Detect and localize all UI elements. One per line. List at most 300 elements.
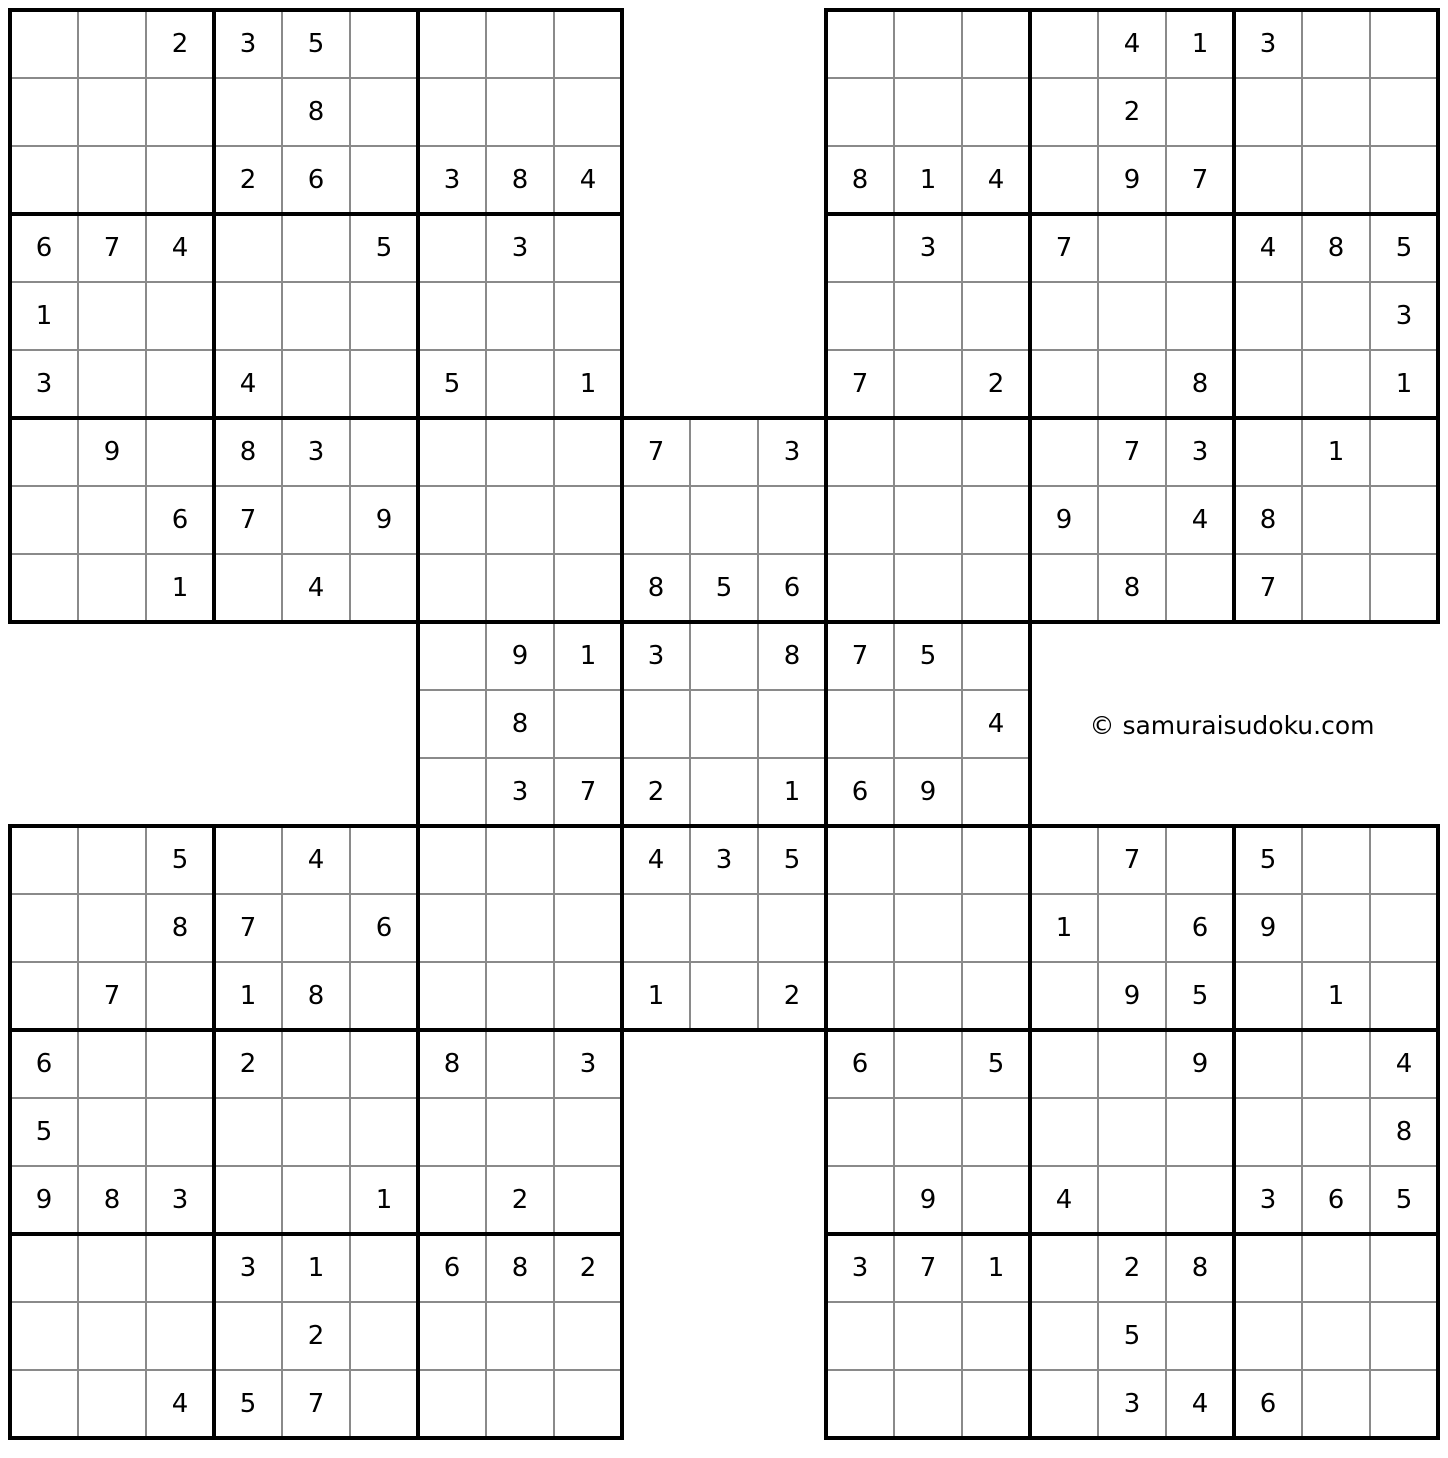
sudoku-cell[interactable]: 3 [1123,1389,1141,1419]
sudoku-cell[interactable] [1370,554,1438,622]
sudoku-cell[interactable]: 9 [511,641,529,671]
sudoku-cell[interactable] [1302,350,1370,418]
sudoku-cell[interactable]: 8 [239,437,257,467]
sudoku-cell[interactable] [554,1166,622,1234]
sudoku-cell[interactable]: 7 [851,369,869,399]
sudoku-cell[interactable]: 5 [1259,845,1277,875]
sudoku-cell[interactable] [826,214,894,282]
sudoku-cell[interactable]: 3 [647,641,665,671]
sudoku-cell[interactable] [690,962,758,1030]
sudoku-cell[interactable] [418,1098,486,1166]
sudoku-cell[interactable] [894,554,962,622]
sudoku-cell[interactable] [486,1030,554,1098]
sudoku-cell[interactable] [78,146,146,214]
sudoku-cell[interactable] [1166,1166,1234,1234]
sudoku-cell[interactable] [1302,146,1370,214]
sudoku-cell[interactable]: 1 [1055,913,1073,943]
sudoku-cell[interactable] [78,350,146,418]
sudoku-cell[interactable] [554,690,622,758]
sudoku-cell[interactable]: 5 [1191,981,1209,1011]
sudoku-cell[interactable] [1166,78,1234,146]
sudoku-cell[interactable]: 7 [103,981,121,1011]
sudoku-cell[interactable] [554,554,622,622]
sudoku-cell[interactable] [554,1370,622,1438]
sudoku-cell[interactable]: 8 [511,709,529,739]
sudoku-cell[interactable] [1098,1030,1166,1098]
sudoku-cell[interactable] [1030,1370,1098,1438]
sudoku-cell[interactable]: 3 [1259,1185,1277,1215]
sudoku-cell[interactable] [962,826,1030,894]
sudoku-cell[interactable] [1370,146,1438,214]
sudoku-cell[interactable] [826,1370,894,1438]
sudoku-cell[interactable] [146,78,214,146]
sudoku-cell[interactable] [758,486,826,554]
sudoku-cell[interactable] [418,418,486,486]
sudoku-cell[interactable] [418,690,486,758]
sudoku-cell[interactable] [10,1302,78,1370]
sudoku-cell[interactable]: 8 [1327,233,1345,263]
sudoku-cell[interactable] [1098,894,1166,962]
sudoku-cell[interactable]: 4 [647,845,665,875]
sudoku-cell[interactable]: 9 [1123,165,1141,195]
sudoku-cell[interactable] [1370,10,1438,78]
sudoku-cell[interactable] [826,486,894,554]
sudoku-cell[interactable]: 1 [1327,981,1345,1011]
sudoku-cell[interactable] [962,1370,1030,1438]
sudoku-cell[interactable]: 5 [1395,233,1413,263]
sudoku-cell[interactable]: 8 [511,1253,529,1283]
sudoku-cell[interactable] [1030,962,1098,1030]
sudoku-cell[interactable]: 5 [715,573,733,603]
sudoku-cell[interactable] [962,1166,1030,1234]
sudoku-cell[interactable] [826,1302,894,1370]
sudoku-cell[interactable] [418,214,486,282]
sudoku-cell[interactable] [214,1098,282,1166]
sudoku-cell[interactable] [78,1370,146,1438]
sudoku-cell[interactable]: 2 [647,777,665,807]
sudoku-cell[interactable] [1370,1302,1438,1370]
sudoku-cell[interactable]: 6 [307,165,325,195]
sudoku-cell[interactable] [1098,350,1166,418]
sudoku-cell[interactable]: 7 [1191,165,1209,195]
sudoku-cell[interactable] [282,214,350,282]
sudoku-cell[interactable]: 9 [1191,1049,1209,1079]
sudoku-cell[interactable]: 4 [307,573,325,603]
sudoku-cell[interactable]: 8 [443,1049,461,1079]
sudoku-cell[interactable] [486,894,554,962]
sudoku-cell[interactable] [78,486,146,554]
sudoku-cell[interactable] [350,962,418,1030]
sudoku-cell[interactable] [146,146,214,214]
sudoku-cell[interactable] [418,1302,486,1370]
sudoku-cell[interactable]: 3 [307,437,325,467]
sudoku-cell[interactable] [554,282,622,350]
sudoku-cell[interactable] [894,894,962,962]
sudoku-cell[interactable] [350,1030,418,1098]
sudoku-cell[interactable]: 1 [1327,437,1345,467]
sudoku-cell[interactable] [1030,146,1098,214]
sudoku-cell[interactable]: 5 [783,845,801,875]
sudoku-cell[interactable] [1030,1030,1098,1098]
sudoku-cell[interactable] [826,1166,894,1234]
sudoku-cell[interactable] [826,690,894,758]
sudoku-cell[interactable]: 6 [1259,1389,1277,1419]
sudoku-cell[interactable]: 4 [1123,29,1141,59]
sudoku-cell[interactable] [826,826,894,894]
sudoku-cell[interactable] [1030,554,1098,622]
sudoku-cell[interactable] [554,486,622,554]
sudoku-cell[interactable] [350,1302,418,1370]
sudoku-cell[interactable] [826,78,894,146]
sudoku-cell[interactable] [10,1234,78,1302]
sudoku-cell[interactable]: 4 [239,369,257,399]
sudoku-cell[interactable] [486,282,554,350]
sudoku-cell[interactable] [554,826,622,894]
sudoku-cell[interactable] [350,282,418,350]
sudoku-cell[interactable] [214,1302,282,1370]
sudoku-cell[interactable]: 4 [1259,233,1277,263]
sudoku-cell[interactable] [1234,1030,1302,1098]
sudoku-cell[interactable] [418,758,486,826]
sudoku-cell[interactable] [1234,1234,1302,1302]
sudoku-cell[interactable] [214,826,282,894]
sudoku-cell[interactable]: 9 [35,1185,53,1215]
sudoku-cell[interactable]: 8 [851,165,869,195]
sudoku-cell[interactable]: 1 [171,573,189,603]
sudoku-cell[interactable] [1234,282,1302,350]
sudoku-cell[interactable] [1234,350,1302,418]
sudoku-cell[interactable]: 1 [647,981,665,1011]
sudoku-cell[interactable] [1030,10,1098,78]
sudoku-cell[interactable] [1370,826,1438,894]
sudoku-cell[interactable] [1302,554,1370,622]
sudoku-cell[interactable]: 2 [307,1321,325,1351]
sudoku-cell[interactable]: 1 [1395,369,1413,399]
sudoku-cell[interactable] [214,554,282,622]
sudoku-cell[interactable] [1030,1234,1098,1302]
sudoku-cell[interactable] [146,282,214,350]
sudoku-cell[interactable] [894,350,962,418]
sudoku-cell[interactable] [894,418,962,486]
sudoku-cell[interactable] [1166,1098,1234,1166]
sudoku-cell[interactable]: 3 [1191,437,1209,467]
sudoku-cell[interactable] [554,10,622,78]
sudoku-cell[interactable]: 3 [1259,29,1277,59]
sudoku-cell[interactable] [282,282,350,350]
sudoku-cell[interactable] [1166,554,1234,622]
sudoku-cell[interactable] [146,1098,214,1166]
sudoku-cell[interactable]: 8 [1259,505,1277,535]
sudoku-cell[interactable]: 3 [511,233,529,263]
sudoku-cell[interactable]: 1 [239,981,257,1011]
sudoku-cell[interactable]: 6 [783,573,801,603]
sudoku-cell[interactable]: 1 [579,641,597,671]
sudoku-cell[interactable]: 1 [35,301,53,331]
sudoku-cell[interactable] [78,1302,146,1370]
sudoku-cell[interactable] [350,1098,418,1166]
sudoku-cell[interactable]: 3 [715,845,733,875]
sudoku-cell[interactable] [146,1302,214,1370]
sudoku-cell[interactable] [622,486,690,554]
sudoku-cell[interactable] [350,78,418,146]
sudoku-cell[interactable] [214,1166,282,1234]
sudoku-cell[interactable] [350,146,418,214]
sudoku-cell[interactable] [894,486,962,554]
sudoku-cell[interactable]: 7 [647,437,665,467]
sudoku-cell[interactable] [1302,826,1370,894]
sudoku-cell[interactable]: 9 [1259,913,1277,943]
sudoku-cell[interactable]: 6 [1327,1185,1345,1215]
sudoku-cell[interactable]: 5 [171,845,189,875]
sudoku-cell[interactable]: 4 [171,1389,189,1419]
sudoku-cell[interactable]: 1 [987,1253,1005,1283]
sudoku-cell[interactable]: 5 [375,233,393,263]
sudoku-cell[interactable] [690,486,758,554]
sudoku-cell[interactable] [1030,282,1098,350]
sudoku-cell[interactable]: 7 [307,1389,325,1419]
sudoku-cell[interactable] [486,418,554,486]
sudoku-cell[interactable] [1370,418,1438,486]
sudoku-cell[interactable]: 5 [987,1049,1005,1079]
sudoku-cell[interactable]: 4 [987,165,1005,195]
sudoku-cell[interactable] [146,1234,214,1302]
sudoku-cell[interactable]: 8 [307,981,325,1011]
sudoku-cell[interactable] [1302,1302,1370,1370]
sudoku-cell[interactable] [826,554,894,622]
sudoku-cell[interactable] [282,1030,350,1098]
sudoku-cell[interactable] [1370,486,1438,554]
sudoku-cell[interactable] [10,894,78,962]
sudoku-cell[interactable] [146,962,214,1030]
sudoku-cell[interactable]: 1 [307,1253,325,1283]
sudoku-cell[interactable] [962,622,1030,690]
sudoku-cell[interactable]: 4 [579,165,597,195]
sudoku-cell[interactable]: 3 [1395,301,1413,331]
sudoku-cell[interactable] [826,418,894,486]
sudoku-cell[interactable] [554,1302,622,1370]
sudoku-cell[interactable] [10,1370,78,1438]
sudoku-cell[interactable] [1098,486,1166,554]
sudoku-cell[interactable] [826,1098,894,1166]
sudoku-cell[interactable]: 3 [783,437,801,467]
sudoku-cell[interactable]: 7 [239,505,257,535]
sudoku-cell[interactable]: 8 [103,1185,121,1215]
sudoku-cell[interactable]: 2 [579,1253,597,1283]
sudoku-cell[interactable]: 9 [375,505,393,535]
sudoku-cell[interactable] [894,1302,962,1370]
sudoku-cell[interactable] [1098,214,1166,282]
sudoku-cell[interactable]: 5 [443,369,461,399]
sudoku-cell[interactable] [486,350,554,418]
sudoku-cell[interactable] [962,282,1030,350]
sudoku-cell[interactable]: 8 [783,641,801,671]
sudoku-cell[interactable] [282,1098,350,1166]
sudoku-cell[interactable] [418,962,486,1030]
sudoku-cell[interactable] [1302,1030,1370,1098]
sudoku-cell[interactable] [1370,962,1438,1030]
sudoku-cell[interactable]: 2 [1123,1253,1141,1283]
sudoku-cell[interactable] [1302,1234,1370,1302]
sudoku-cell[interactable]: 2 [239,165,257,195]
sudoku-cell[interactable] [10,418,78,486]
sudoku-cell[interactable] [78,894,146,962]
sudoku-cell[interactable]: 6 [1191,913,1209,943]
sudoku-cell[interactable] [282,350,350,418]
sudoku-cell[interactable] [1302,1370,1370,1438]
sudoku-cell[interactable]: 6 [35,1049,53,1079]
sudoku-cell[interactable]: 8 [1395,1117,1413,1147]
sudoku-cell[interactable] [418,282,486,350]
sudoku-cell[interactable]: 1 [579,369,597,399]
sudoku-cell[interactable] [894,690,962,758]
sudoku-cell[interactable] [418,622,486,690]
sudoku-cell[interactable] [690,418,758,486]
sudoku-cell[interactable] [486,1370,554,1438]
sudoku-cell[interactable]: 2 [511,1185,529,1215]
sudoku-cell[interactable] [350,1234,418,1302]
sudoku-cell[interactable]: 4 [307,845,325,875]
sudoku-cell[interactable] [78,10,146,78]
sudoku-cell[interactable] [78,826,146,894]
sudoku-cell[interactable] [350,554,418,622]
sudoku-cell[interactable]: 7 [579,777,597,807]
sudoku-cell[interactable] [418,826,486,894]
sudoku-cell[interactable]: 2 [171,29,189,59]
sudoku-cell[interactable] [1166,826,1234,894]
sudoku-cell[interactable] [1030,1098,1098,1166]
sudoku-cell[interactable] [690,622,758,690]
sudoku-cell[interactable]: 4 [1191,505,1209,535]
sudoku-cell[interactable]: 5 [35,1117,53,1147]
sudoku-cell[interactable] [1098,1098,1166,1166]
sudoku-cell[interactable] [758,894,826,962]
sudoku-cell[interactable]: 8 [511,165,529,195]
sudoku-cell[interactable] [78,1030,146,1098]
sudoku-cell[interactable]: 8 [1191,1253,1209,1283]
sudoku-cell[interactable]: 6 [171,505,189,535]
sudoku-cell[interactable]: 3 [171,1185,189,1215]
sudoku-cell[interactable] [894,1098,962,1166]
sudoku-cell[interactable] [418,10,486,78]
sudoku-cell[interactable]: 9 [919,1185,937,1215]
sudoku-cell[interactable] [1302,1098,1370,1166]
sudoku-cell[interactable]: 6 [375,913,393,943]
sudoku-cell[interactable] [10,10,78,78]
sudoku-cell[interactable] [894,282,962,350]
sudoku-cell[interactable]: 1 [1191,29,1209,59]
sudoku-cell[interactable] [894,1370,962,1438]
sudoku-cell[interactable] [1030,78,1098,146]
sudoku-cell[interactable] [350,1370,418,1438]
sudoku-cell[interactable] [486,554,554,622]
sudoku-cell[interactable] [622,690,690,758]
sudoku-cell[interactable] [690,758,758,826]
sudoku-cell[interactable]: 9 [1123,981,1141,1011]
sudoku-cell[interactable] [894,78,962,146]
sudoku-cell[interactable] [894,1030,962,1098]
sudoku-cell[interactable]: 8 [647,573,665,603]
sudoku-cell[interactable] [282,894,350,962]
sudoku-cell[interactable]: 3 [579,1049,597,1079]
sudoku-cell[interactable] [962,554,1030,622]
sudoku-cell[interactable] [78,1098,146,1166]
sudoku-cell[interactable]: 5 [307,29,325,59]
sudoku-cell[interactable] [418,486,486,554]
sudoku-cell[interactable]: 6 [35,233,53,263]
sudoku-cell[interactable]: 6 [851,777,869,807]
sudoku-cell[interactable] [350,826,418,894]
sudoku-cell[interactable] [146,418,214,486]
sudoku-cell[interactable] [826,962,894,1030]
sudoku-cell[interactable]: 6 [443,1253,461,1283]
sudoku-cell[interactable]: 6 [851,1049,869,1079]
sudoku-cell[interactable] [486,1302,554,1370]
sudoku-cell[interactable] [1098,1166,1166,1234]
sudoku-cell[interactable] [894,10,962,78]
sudoku-cell[interactable]: 8 [1123,573,1141,603]
sudoku-cell[interactable] [350,10,418,78]
sudoku-cell[interactable] [554,1098,622,1166]
sudoku-cell[interactable] [486,962,554,1030]
sudoku-cell[interactable] [418,554,486,622]
sudoku-cell[interactable] [962,758,1030,826]
sudoku-cell[interactable] [486,486,554,554]
sudoku-cell[interactable] [486,10,554,78]
sudoku-cell[interactable] [1234,1098,1302,1166]
sudoku-cell[interactable] [554,418,622,486]
sudoku-cell[interactable]: 2 [239,1049,257,1079]
sudoku-cell[interactable] [10,826,78,894]
sudoku-cell[interactable]: 2 [783,981,801,1011]
sudoku-cell[interactable] [1030,826,1098,894]
sudoku-cell[interactable] [10,146,78,214]
sudoku-cell[interactable] [1098,282,1166,350]
sudoku-cell[interactable]: 4 [987,709,1005,739]
sudoku-cell[interactable]: 7 [851,641,869,671]
sudoku-cell[interactable] [1302,486,1370,554]
sudoku-cell[interactable]: 5 [919,641,937,671]
sudoku-cell[interactable]: 9 [103,437,121,467]
sudoku-cell[interactable] [214,282,282,350]
sudoku-cell[interactable] [350,350,418,418]
sudoku-cell[interactable] [418,78,486,146]
sudoku-cell[interactable]: 3 [239,1253,257,1283]
sudoku-cell[interactable] [282,1166,350,1234]
sudoku-cell[interactable] [1302,894,1370,962]
sudoku-cell[interactable]: 1 [783,777,801,807]
sudoku-cell[interactable]: 3 [443,165,461,195]
sudoku-cell[interactable]: 7 [103,233,121,263]
sudoku-cell[interactable] [282,486,350,554]
sudoku-cell[interactable] [554,962,622,1030]
sudoku-cell[interactable] [486,826,554,894]
sudoku-cell[interactable]: 7 [1123,437,1141,467]
sudoku-cell[interactable] [962,418,1030,486]
sudoku-cell[interactable] [962,214,1030,282]
sudoku-cell[interactable] [554,78,622,146]
sudoku-cell[interactable] [962,1302,1030,1370]
sudoku-cell[interactable] [690,690,758,758]
sudoku-cell[interactable] [1166,1302,1234,1370]
sudoku-cell[interactable] [554,214,622,282]
sudoku-cell[interactable]: 5 [1123,1321,1141,1351]
sudoku-cell[interactable] [486,78,554,146]
sudoku-cell[interactable] [962,10,1030,78]
sudoku-cell[interactable] [1370,1234,1438,1302]
sudoku-cell[interactable] [78,78,146,146]
sudoku-cell[interactable] [826,894,894,962]
sudoku-cell[interactable]: 2 [987,369,1005,399]
